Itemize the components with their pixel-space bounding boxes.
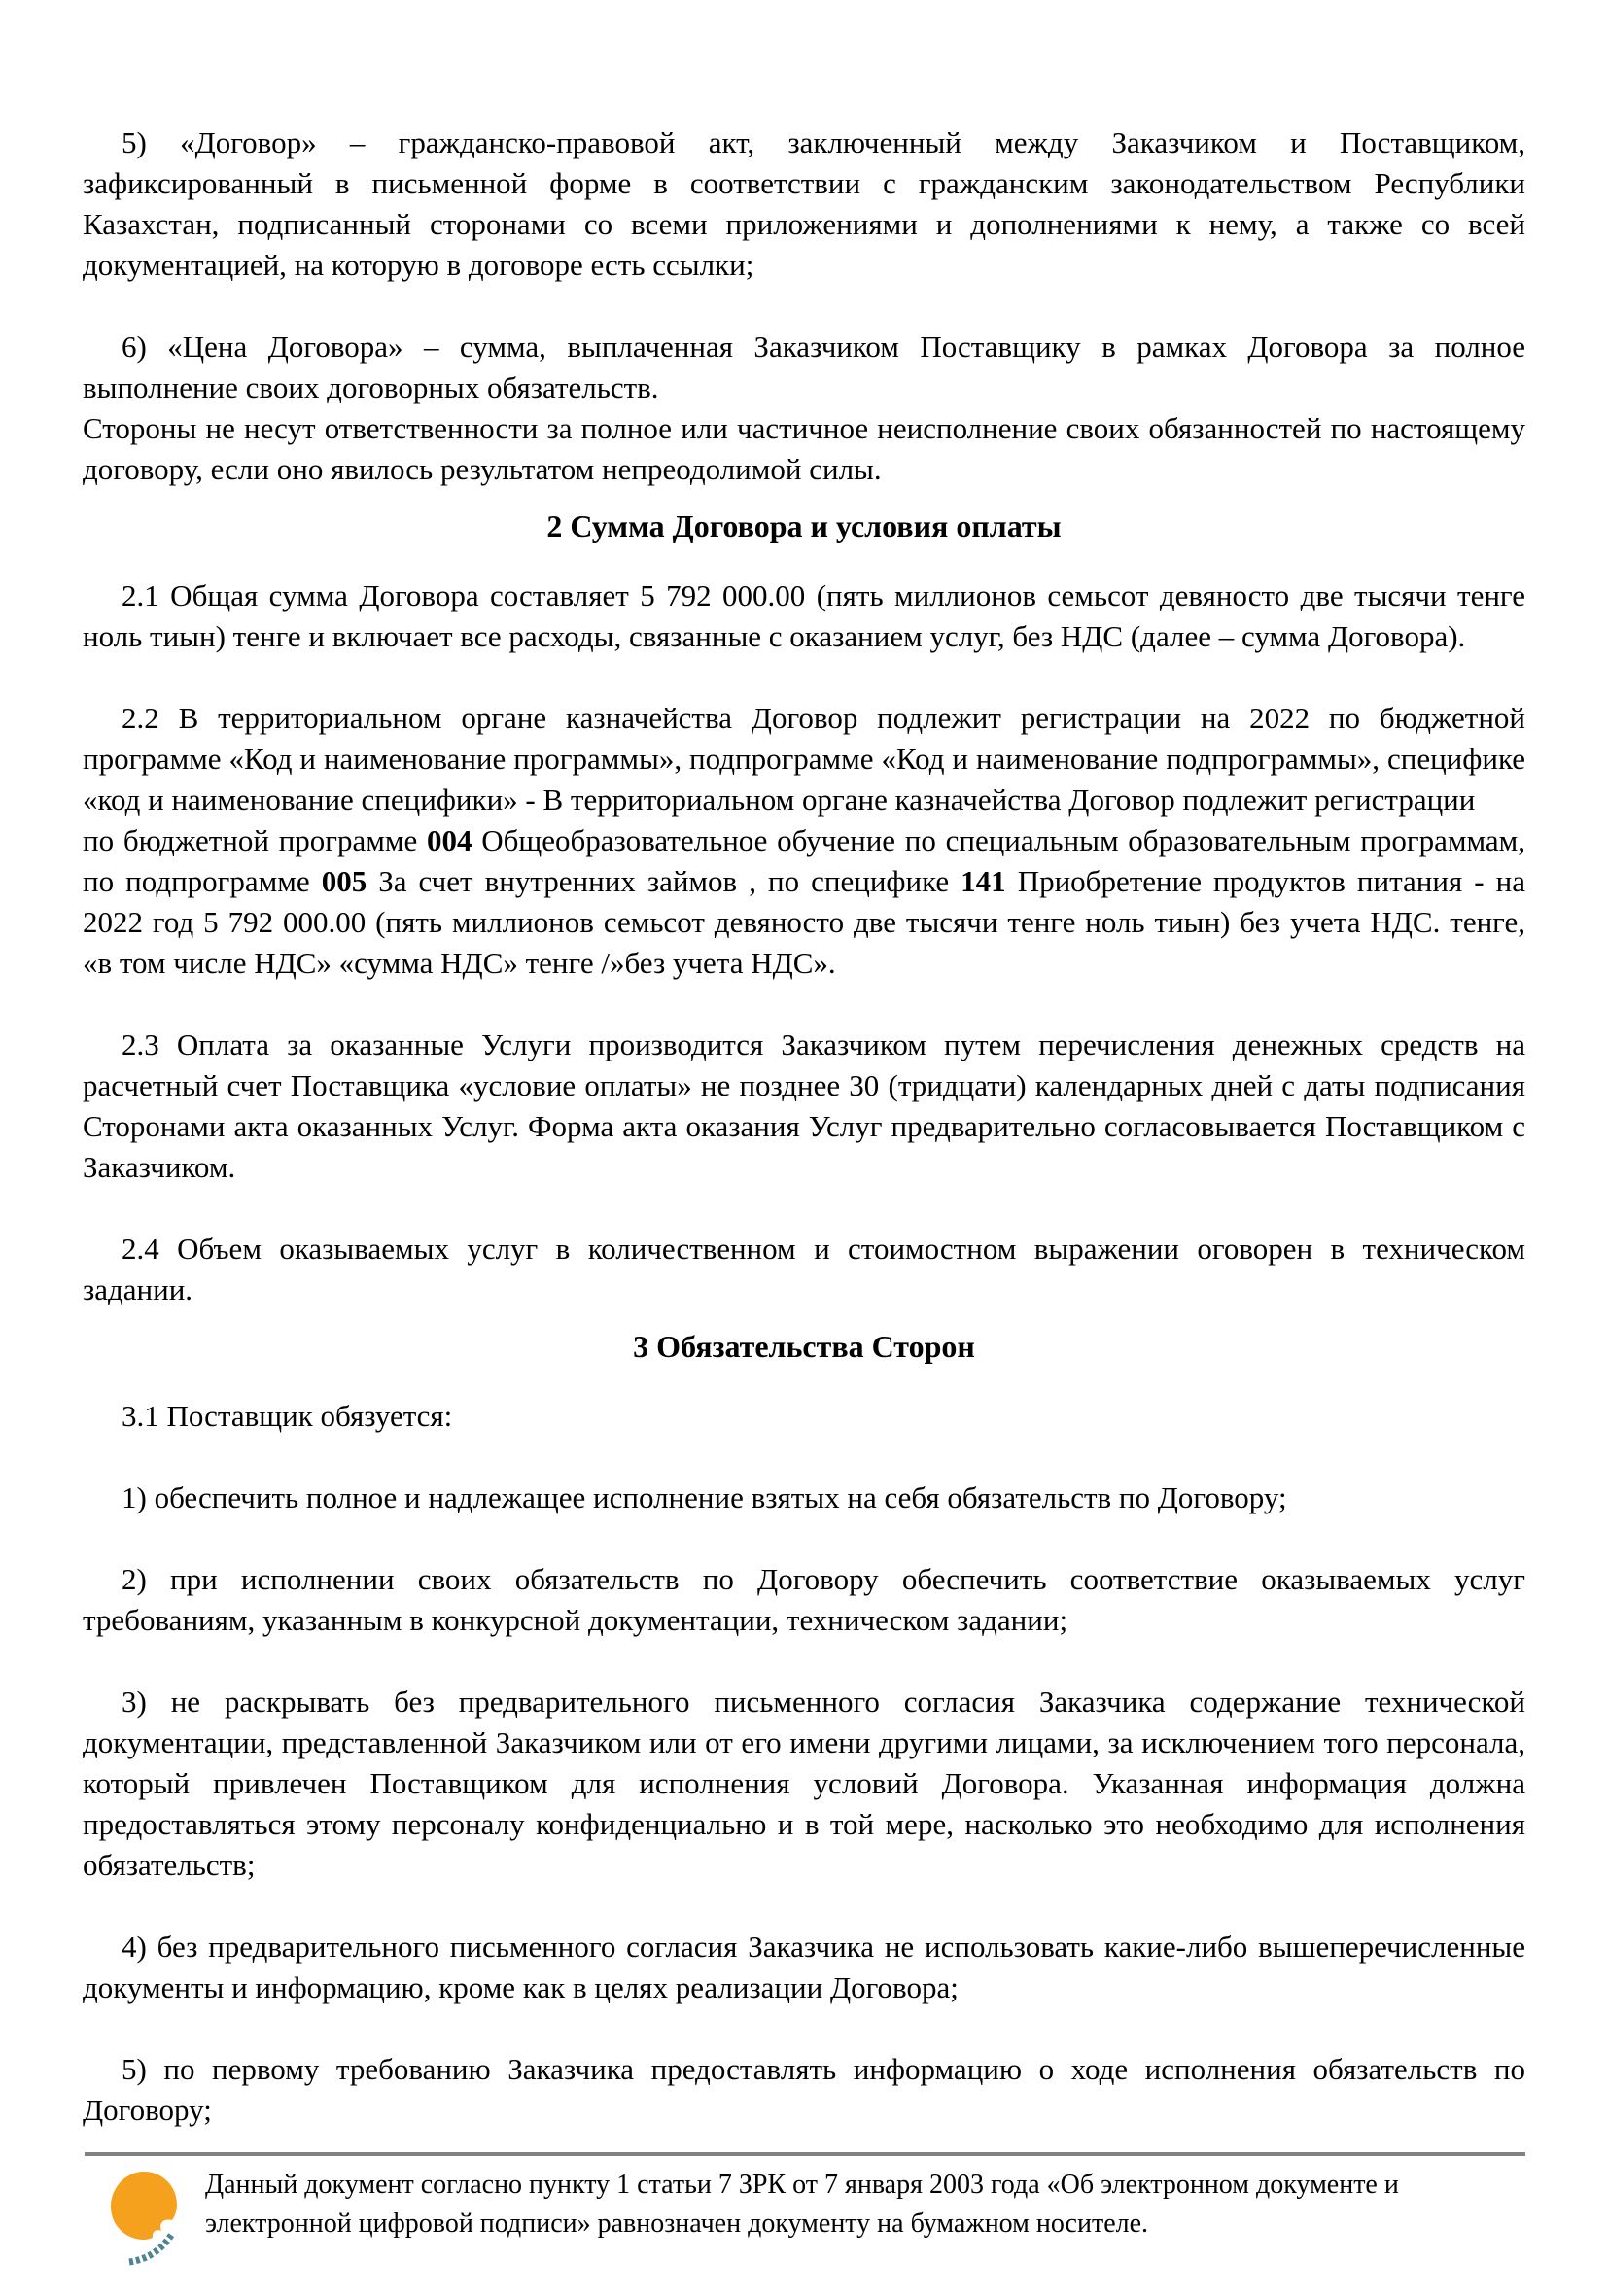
budget-subprogram-code: 005 bbox=[321, 864, 367, 898]
clause-2-3-payment-terms: 2.3 Оплата за оказанные Услуги производится Заказчиком путем перечисления денежных средств на расчетный счет Поставщика «условие оплаты» не позднее 30 (тридцати) календарных дней с даты подписания Сторонами акта оказанных Услуг. Форма акта оказания Услуг предварительно согласовывается Поставщиком с Заказчиком. bbox=[83, 1027, 1525, 1184]
budget-text-segment: За счет внутренних займов , по специфике bbox=[367, 864, 961, 898]
section-2-heading: 2 Сумма Договора и условия оплаты bbox=[546, 508, 1062, 543]
obligation-item-5: 5) по первому требованию Заказчика предоставлять информацию о ходе исполнения обязательств по Договору; bbox=[83, 2052, 1525, 2127]
footer-legal-text: Данный документ согласно пункту 1 статьи 7 ЗРК от 7 января 2003 года «Об электронном документе и электронной цифровой подписи» равнозначен документу на бумажном носителе. bbox=[205, 2170, 1399, 2239]
section-3-heading: 3 Обязательства Сторон bbox=[633, 1329, 975, 1364]
clause-3-1-supplier-obligations: 3.1 Поставщик обязуется: bbox=[122, 1399, 453, 1433]
clause-2-1-total-sum: 2.1 Общая сумма Договора составляет 5 792 000.00 (пять миллионов семьсот девяносто две тысячи тенге ноль тиын) тенге и включает все расходы, связанные с оказанием услуг, без НДС (далее – сумма Договора). bbox=[83, 578, 1525, 653]
footer bbox=[83, 2166, 1525, 2267]
obligation-item-4: 4) без предварительного письменного согласия Заказчика не использовать какие-либо вышеперечисленные документы и информацию, кроме как в целях реализации Договора; bbox=[83, 1930, 1525, 2004]
clause-2-2-treasury-registration: 2.2 В территориальном органе казначейства Договор подлежит регистрации на 2022 по бюджетной программе «Код и наименование программы», подпрограмме «Код и наименование подпрограммы», специфике «код и наименование специфики» - В территориальном органе казначейства Договор подлежит регистрации bbox=[83, 701, 1525, 817]
clause-2-4-service-volume: 2.4 Объем оказываемых услуг в количественном и стоимостном выражении оговорен в техническом задании. bbox=[83, 1232, 1525, 1306]
budget-specificity-code: 141 bbox=[961, 864, 1006, 898]
obligation-item-3: 3) не раскрывать без предварительного письменного согласия Заказчика содержание технической документации, представленной Заказчиком или от его имени другими лицами, за исключением того персонала, который привлечен Поставщиком для исполнения условий Договора. Указанная информация должна предоставляться этому персоналу конфиденциально и в той мере, насколько это необходимо для исполнения обязательств; bbox=[83, 1685, 1525, 1882]
budget-text-segment: Приобретение продуктов питания - на 2022 год 5 792 000.00 (пять миллионов семьсот девяносто две тысячи тенге ноль тиын) без учета НДС. тенге, «в том числе НДС» «сумма НДС» тенге /»без учета НДС». bbox=[83, 864, 1525, 980]
clause-6-definition-price: 6) «Цена Договора» – сумма, выплаченная Заказчиком Поставщику в рамках Договора за полное выполнение своих договорных обязательств. bbox=[83, 330, 1525, 404]
clause-5-definition-dogovor: 5) «Договор» – гражданско-правовой акт, заключенный между Заказчиком и Поставщиком, зафиксированный в письменной форме в соответствии с гражданским законодательством Республики Казахстан, подписанный сторонами со всеми приложениями и дополнениями к нему, а также со всей документацией, на которую в договоре есть ссылки; bbox=[83, 125, 1525, 282]
budget-program-code: 004 bbox=[426, 823, 472, 857]
budget-text-segment: Общеобразовательное обучение по специальным образовательным программам, по подпрограмме bbox=[83, 823, 1525, 898]
e-document-stamp-logo-icon bbox=[108, 2168, 188, 2267]
obligation-item-2: 2) при исполнении своих обязательств по Договору обеспечить соответствие оказываемых услуг требованиям, указанным в конкурсной документации, техническом задании; bbox=[83, 1562, 1525, 1637]
footer-divider bbox=[85, 2152, 1525, 2156]
clause-2-2-budget-program-details bbox=[83, 820, 1525, 984]
budget-text-segment: по бюджетной программе bbox=[83, 823, 427, 857]
obligation-item-1: 1) обеспечить полное и надлежащее исполнение взятых на себя обязательств по Договору; bbox=[122, 1480, 1287, 1514]
force-majeure-note: Стороны не несут ответственности за полное или частичное неисполнение своих обязанностей по настоящему договору, если оно явилось результатом непреодолимой силы. bbox=[83, 411, 1525, 486]
